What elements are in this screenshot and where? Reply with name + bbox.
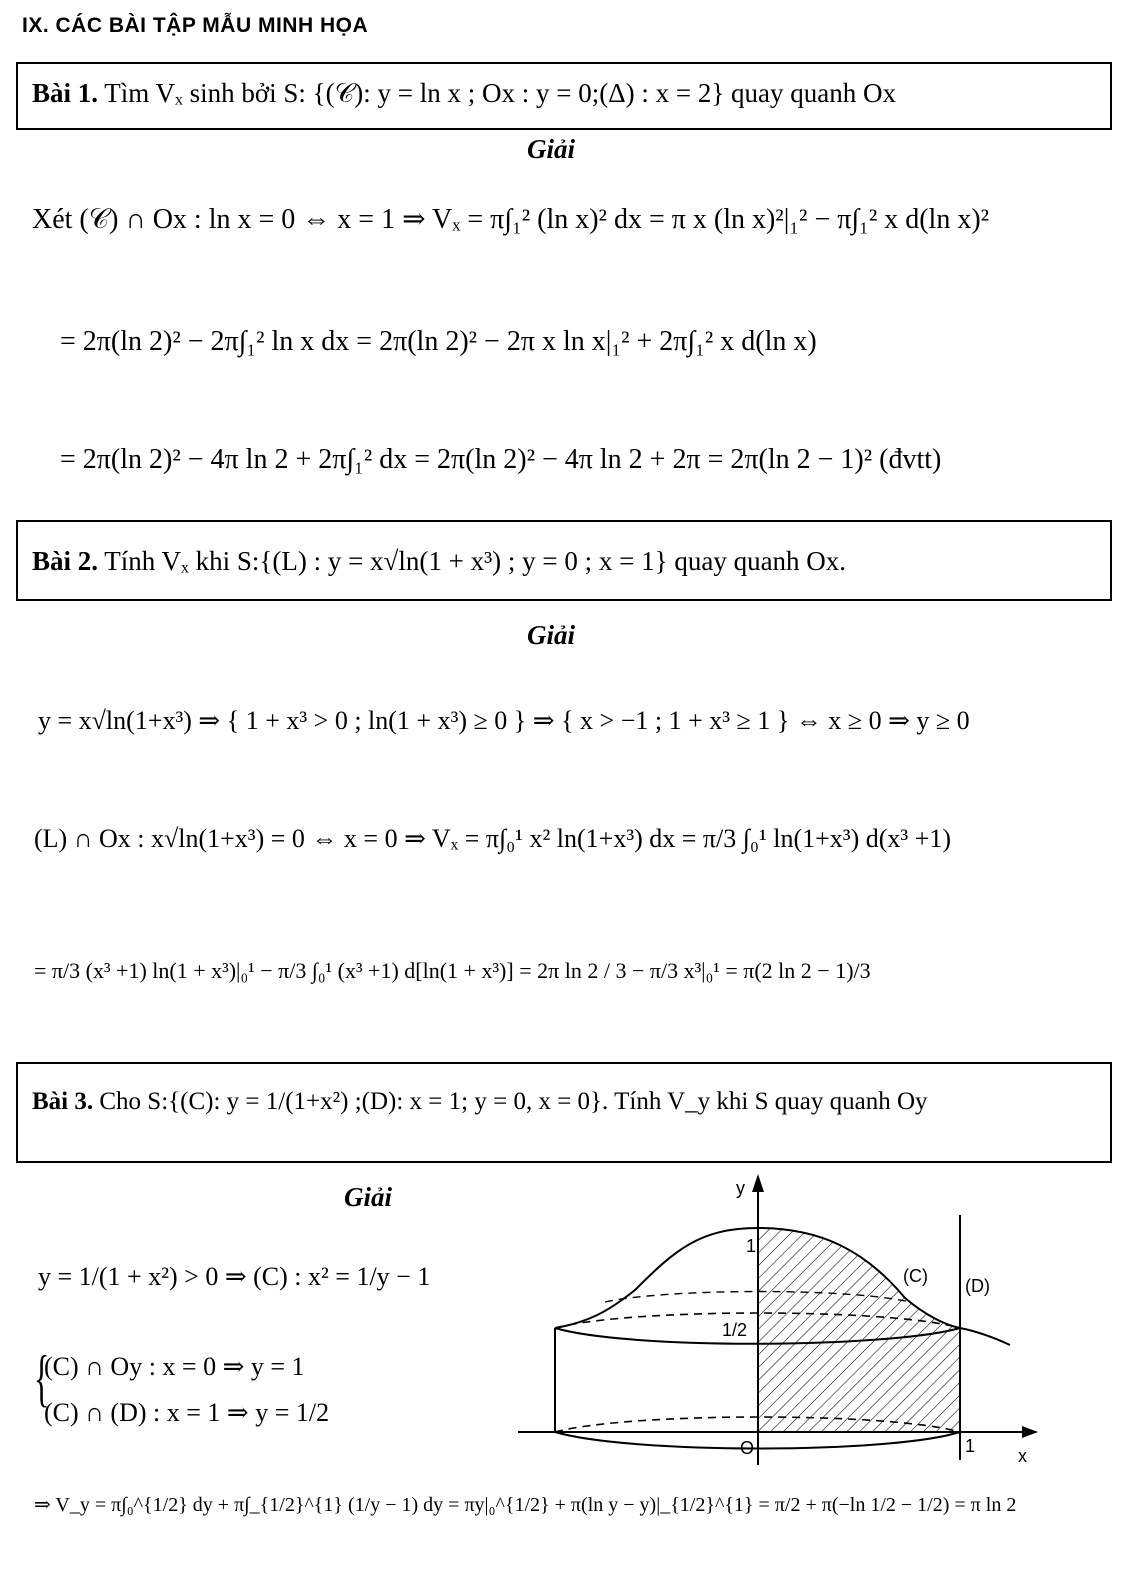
problem-2-line-1: y = x√ln(1+x³) ⇒ { 1 + x³ > 0 ; ln(1 + x³) ≥ 0 } ⇒ { x > −1 ; 1 + x³ ≥ 1 } ⇔ x ≥ 0 ⇒ y ≥ 0 (38, 706, 970, 735)
problem-2-text: Tính Vₓ khi S:{(L) : y = x√ln(1 + x³) ; y = 0 ; x = 1} quay quanh Ox. (104, 546, 847, 576)
problem-1-text: Tìm Vₓ sinh bởi S: {(𝒞): y = ln x ; Ox : y = 0;(Δ) : x = 2} quay quanh Ox (104, 78, 897, 108)
x-axis-label: x (1018, 1446, 1027, 1466)
problem-1-line-1: Xét (𝒞) ∩ Ox : ln x = 0 ⇔ x = 1 ⇒ Vₓ = π∫₁² (ln x)² dx = π x (ln x)²|₁² − π∫₁² x d(ln x)² (32, 204, 990, 235)
problem-3-text: Cho S:{(C): y = 1/(1+x²) ;(D): x = 1; y = 0, x = 0}. Tính V_y khi S quay quanh Oy (99, 1088, 928, 1115)
line-D-label: (D) (965, 1276, 990, 1296)
section-heading: IX. CÁC BÀI TẬP MẪU MINH HỌA (22, 14, 369, 37)
problem-3-line-3: (C) ∩ (D) : x = 1 ⇒ y = 1/2 (44, 1398, 330, 1427)
y-axis-arrow (752, 1174, 764, 1192)
problem-2-line-3: = π/3 (x³ +1) ln(1 + x³)|₀¹ − π/3 ∫₀¹ (x³ +1) d[ln(1 + x³)] = 2π ln 2 / 3 − π/3 x³|₀¹ = π(2 ln 2 − 1)/3 (34, 958, 871, 983)
problem-3-brace: { (34, 1342, 50, 1413)
curve-C-label: (C) (903, 1266, 928, 1286)
problem-2-line-2: (L) ∩ Ox : x√ln(1+x³) = 0 ⇔ x = 0 ⇒ Vₓ = π∫₀¹ x² ln(1+x³) dx = π/3 ∫₀¹ ln(1+x³) d(x³ +1) (34, 824, 952, 853)
tick-label-y-half: 1/2 (722, 1320, 748, 1340)
problem-3-line-2: (C) ∩ Oy : x = 0 ⇒ y = 1 (44, 1352, 305, 1381)
problem-1-solution-title: Giải (527, 134, 576, 164)
problem-3-line-1: y = 1/(1 + x²) > 0 ⇒ (C) : x² = 1/y − 1 (38, 1262, 431, 1291)
problem-3-line-4: ⇒ V_y = π∫₀^{1/2} dy + π∫_{1/2}^{1} (1/y − 1) dy = πy|₀^{1/2} + π(ln y − y)|_{1/2}^{1} = π/2 + π(−ln 1/2 − 1/2) = π ln 2 (34, 1494, 1017, 1516)
problem-2-statement (32, 546, 846, 577)
y-axis-label: y (736, 1178, 745, 1198)
problem-2-solution-title: Giải (527, 620, 576, 650)
problem-3-solution-title: Giải (344, 1182, 393, 1212)
hatched-region (758, 1220, 963, 1435)
solid-of-revolution-figure (510, 1170, 1060, 1475)
problem-2-label: Bài 2. (32, 546, 99, 576)
problem-1-statement (32, 78, 896, 110)
problem-3-label: Bài 3. (32, 1088, 94, 1115)
tick-label-y-1: 1 (746, 1236, 757, 1256)
problem-3-statement (32, 1088, 928, 1116)
problem-1-line-2: = 2π(ln 2)² − 2π∫₁² ln x dx = 2π(ln 2)² − 2π x ln x|₁² + 2π∫₁² x d(ln x) (60, 326, 817, 357)
origin-label: O (740, 1438, 755, 1458)
problem-1-label: Bài 1. (32, 78, 99, 108)
x-axis-arrow (1022, 1426, 1038, 1438)
tick-label-x-1: 1 (965, 1436, 976, 1456)
problem-1-line-3: = 2π(ln 2)² − 4π ln 2 + 2π∫₁² dx = 2π(ln 2)² − 4π ln 2 + 2π = 2π(ln 2 − 1)² (đvtt) (60, 444, 942, 475)
